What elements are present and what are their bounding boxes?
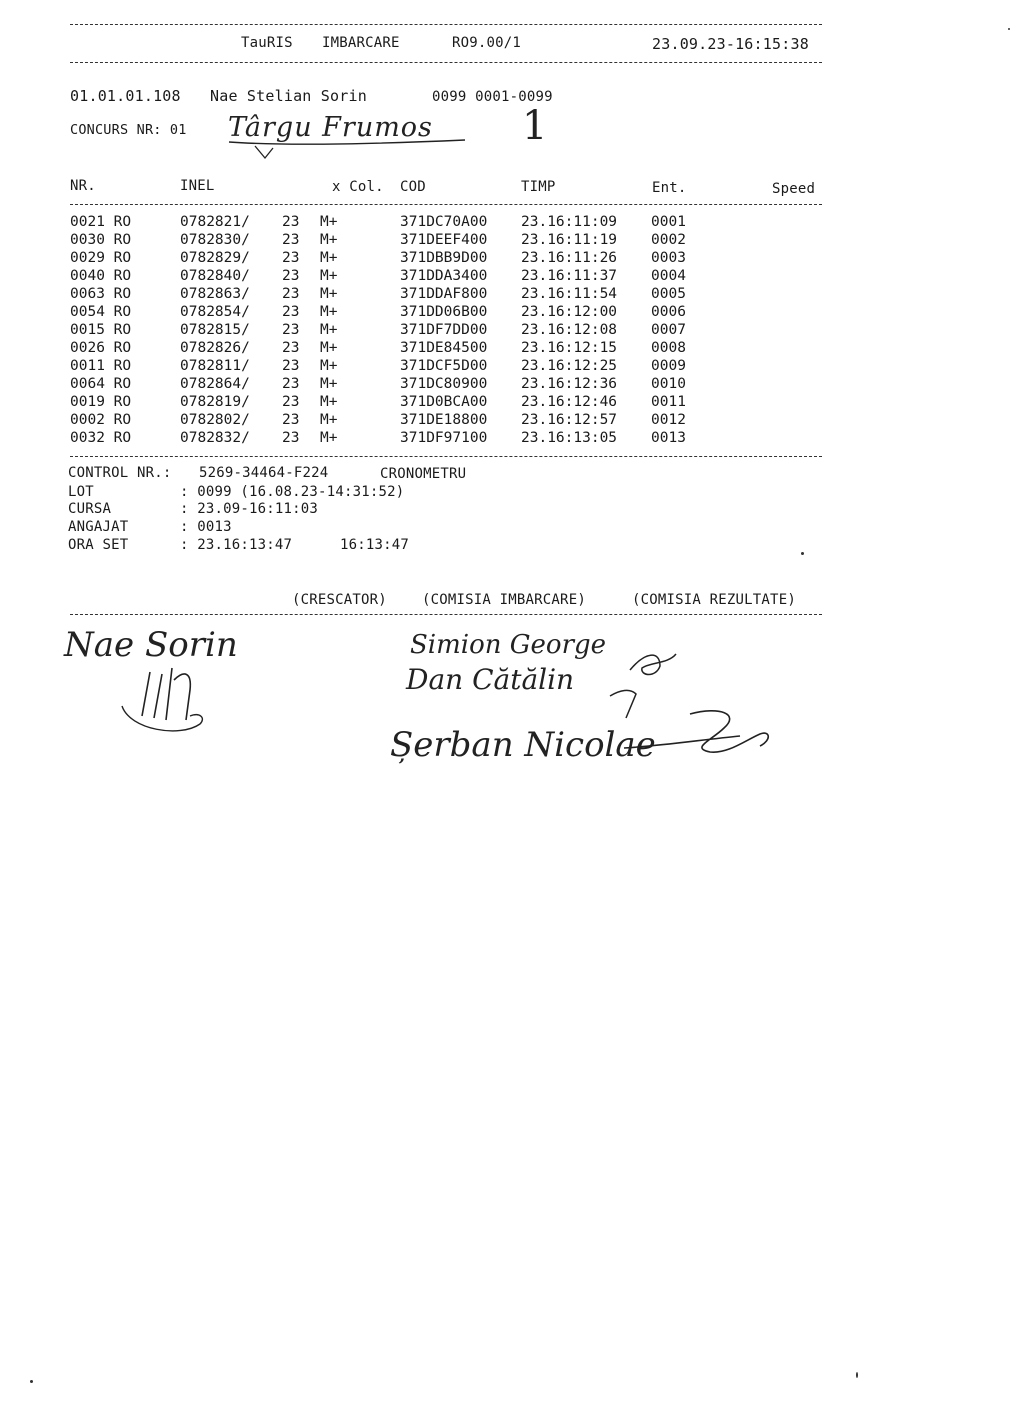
col-cod: COD xyxy=(400,179,426,195)
contest-number-handwritten: 1 xyxy=(522,103,548,149)
oraset-value: : 23.16:13:47 xyxy=(180,537,293,553)
cell-ent: 0012 xyxy=(651,412,686,428)
cell-nr: 0040 RO xyxy=(70,268,132,284)
table-row xyxy=(0,341,1024,359)
cell-timp: 23.16:12:15 xyxy=(521,340,618,356)
control-value: 5269-34464-F224 xyxy=(199,465,329,481)
fancier-id: 01.01.01.108 xyxy=(70,87,181,105)
cell-col: M+ xyxy=(320,430,338,446)
cell-timp: 23.16:12:57 xyxy=(521,412,618,428)
cell-year: 23 xyxy=(282,304,300,320)
cell-col: M+ xyxy=(320,304,338,320)
cell-cod: 371DDA3400 xyxy=(400,268,488,284)
cell-cod: 371DD06B00 xyxy=(400,304,488,320)
cell-nr: 0030 RO xyxy=(70,232,132,248)
cell-cod: 371DE18800 xyxy=(400,412,488,428)
scan-speck xyxy=(801,552,804,555)
cell-inel: 0782864/ xyxy=(180,376,250,392)
cell-year: 23 xyxy=(282,340,300,356)
angajat-label: ANGAJAT xyxy=(68,519,129,535)
cell-inel: 0782802/ xyxy=(180,412,250,428)
cell-cod: 371DC80900 xyxy=(400,376,488,392)
cursa-value: : 23.09-16:11:03 xyxy=(180,501,319,517)
cell-nr: 0029 RO xyxy=(70,250,132,266)
cell-year: 23 xyxy=(282,412,300,428)
cell-year: 23 xyxy=(282,250,300,266)
cell-year: 23 xyxy=(282,358,300,374)
cell-year: 23 xyxy=(282,376,300,392)
cell-ent: 0004 xyxy=(651,268,686,284)
fancier-range: 0099 0001-0099 xyxy=(432,89,553,105)
table-row xyxy=(0,305,1024,323)
breeder-signature-mark xyxy=(110,660,230,740)
cell-ent: 0005 xyxy=(651,286,686,302)
col-inel: INEL xyxy=(180,178,215,194)
control-label: CONTROL NR.: xyxy=(68,465,172,481)
cell-col: M+ xyxy=(320,394,338,410)
col-ent: Ent. xyxy=(652,180,687,196)
table-row xyxy=(0,287,1024,305)
col-timp: TIMP xyxy=(521,179,556,195)
sig-crescator-label: (CRESCATOR) xyxy=(292,592,387,608)
cell-ent: 0007 xyxy=(651,322,686,338)
cell-col: M+ xyxy=(320,322,338,338)
report-datetime: 23.09.23-16:15:38 xyxy=(652,35,809,53)
cell-inel: 0782854/ xyxy=(180,304,250,320)
contest-underline xyxy=(225,128,485,168)
col-speed: Speed xyxy=(772,181,816,197)
lot-value: : 0099 (16.08.23-14:31:52) xyxy=(180,484,405,500)
cell-ent: 0002 xyxy=(651,232,686,248)
sig-rezultate-label: (COMISIA REZULTATE) xyxy=(632,592,796,608)
cell-col: M+ xyxy=(320,286,338,302)
header-rule-bottom xyxy=(70,62,822,63)
cell-cod: 371DCF5D00 xyxy=(400,358,488,374)
cell-inel: 0782832/ xyxy=(180,430,250,446)
scan-speck xyxy=(30,1380,33,1383)
scan-speck xyxy=(1008,28,1010,30)
cell-nr: 0032 RO xyxy=(70,430,132,446)
table-row xyxy=(0,413,1024,431)
cell-inel: 0782829/ xyxy=(180,250,250,266)
cell-nr: 0021 RO xyxy=(70,214,132,230)
commission-signature-mark xyxy=(620,700,780,780)
cell-nr: 0015 RO xyxy=(70,322,132,338)
cell-timp: 23.16:12:08 xyxy=(521,322,618,338)
cell-ent: 0010 xyxy=(651,376,686,392)
commission-member-1: Simion George xyxy=(410,630,607,660)
oraset-extra: 16:13:47 xyxy=(340,537,410,553)
cell-year: 23 xyxy=(282,430,300,446)
cell-timp: 23.16:11:09 xyxy=(521,214,618,230)
table-row xyxy=(0,233,1024,251)
cell-timp: 23.16:11:19 xyxy=(521,232,618,248)
cell-timp: 23.16:11:26 xyxy=(521,250,618,266)
cell-col: M+ xyxy=(320,232,338,248)
cell-col: M+ xyxy=(320,268,338,284)
cell-nr: 0054 RO xyxy=(70,304,132,320)
fancier-name: Nae Stelian Sorin xyxy=(210,87,367,105)
col-xcol: x Col. xyxy=(332,179,384,195)
table-row xyxy=(0,269,1024,287)
cell-inel: 0782811/ xyxy=(180,358,250,374)
angajat-value: : 0013 xyxy=(180,519,232,535)
cell-cod: 371D0BCA00 xyxy=(400,394,488,410)
cell-cod: 371DDAF800 xyxy=(400,286,488,302)
cell-inel: 0782830/ xyxy=(180,232,250,248)
table-row xyxy=(0,251,1024,269)
cell-cod: 371DF7DD00 xyxy=(400,322,488,338)
cell-timp: 23.16:11:54 xyxy=(521,286,618,302)
header-rule-top xyxy=(70,24,822,25)
table-row xyxy=(0,431,1024,449)
commission-member-3: Șerban Nicolae xyxy=(390,725,656,765)
table-row xyxy=(0,395,1024,413)
table-footer-rule xyxy=(70,456,822,457)
contest-label: CONCURS NR: 01 xyxy=(70,122,187,138)
cell-ent: 0009 xyxy=(651,358,686,374)
table-header-rule xyxy=(70,204,822,205)
cell-ent: 0001 xyxy=(651,214,686,230)
cell-timp: 23.16:12:25 xyxy=(521,358,618,374)
scan-speck xyxy=(856,1372,858,1378)
cell-inel: 0782815/ xyxy=(180,322,250,338)
cell-year: 23 xyxy=(282,232,300,248)
cell-year: 23 xyxy=(282,268,300,284)
signature-rule xyxy=(70,614,822,615)
table-row xyxy=(0,215,1024,233)
cell-cod: 371DF97100 xyxy=(400,430,488,446)
cell-cod: 371DEEF400 xyxy=(400,232,488,248)
cell-nr: 0002 RO xyxy=(70,412,132,428)
system-name: TauRIS xyxy=(241,35,293,51)
cell-col: M+ xyxy=(320,358,338,374)
cell-col: M+ xyxy=(320,340,338,356)
cell-nr: 0011 RO xyxy=(70,358,132,374)
cell-timp: 23.16:12:00 xyxy=(521,304,618,320)
cell-timp: 23.16:11:37 xyxy=(521,268,618,284)
cell-inel: 0782840/ xyxy=(180,268,250,284)
cell-cod: 371DE84500 xyxy=(400,340,488,356)
cell-nr: 0064 RO xyxy=(70,376,132,392)
cell-col: M+ xyxy=(320,250,338,266)
cell-timp: 23.16:12:36 xyxy=(521,376,618,392)
cell-nr: 0063 RO xyxy=(70,286,132,302)
table-row xyxy=(0,323,1024,341)
cell-ent: 0011 xyxy=(651,394,686,410)
cell-inel: 0782819/ xyxy=(180,394,250,410)
operation-name: IMBARCARE xyxy=(322,35,400,51)
cell-inel: 0782821/ xyxy=(180,214,250,230)
cell-ent: 0013 xyxy=(651,430,686,446)
table-row xyxy=(0,359,1024,377)
cell-ent: 0003 xyxy=(651,250,686,266)
cell-cod: 371DBB9D00 xyxy=(400,250,488,266)
report-code: RO9.00/1 xyxy=(452,35,522,51)
cell-nr: 0026 RO xyxy=(70,340,132,356)
oraset-label: ORA SET xyxy=(68,537,129,553)
table-row xyxy=(0,377,1024,395)
cell-year: 23 xyxy=(282,286,300,302)
cell-cod: 371DC70A00 xyxy=(400,214,488,230)
cell-col: M+ xyxy=(320,376,338,392)
cursa-label: CURSA xyxy=(68,501,112,517)
cell-inel: 0782826/ xyxy=(180,340,250,356)
cell-col: M+ xyxy=(320,214,338,230)
cell-timp: 23.16:13:05 xyxy=(521,430,618,446)
cell-year: 23 xyxy=(282,322,300,338)
cell-year: 23 xyxy=(282,394,300,410)
breeder-handwritten-name: Nae Sorin xyxy=(64,625,238,665)
cell-col: M+ xyxy=(320,412,338,428)
contest-location-handwritten: Târgu Frumos xyxy=(228,112,433,143)
lot-label: LOT xyxy=(68,484,94,500)
col-nr: NR. xyxy=(70,178,96,194)
sig-imbarcare-label: (COMISIA IMBARCARE) xyxy=(422,592,586,608)
cell-inel: 0782863/ xyxy=(180,286,250,302)
control-device: CRONOMETRU xyxy=(380,466,467,482)
cell-timp: 23.16:12:46 xyxy=(521,394,618,410)
cell-year: 23 xyxy=(282,214,300,230)
cell-nr: 0019 RO xyxy=(70,394,132,410)
cell-ent: 0006 xyxy=(651,304,686,320)
cell-ent: 0008 xyxy=(651,340,686,356)
commission-member-2: Dan Cătălin xyxy=(406,663,575,696)
